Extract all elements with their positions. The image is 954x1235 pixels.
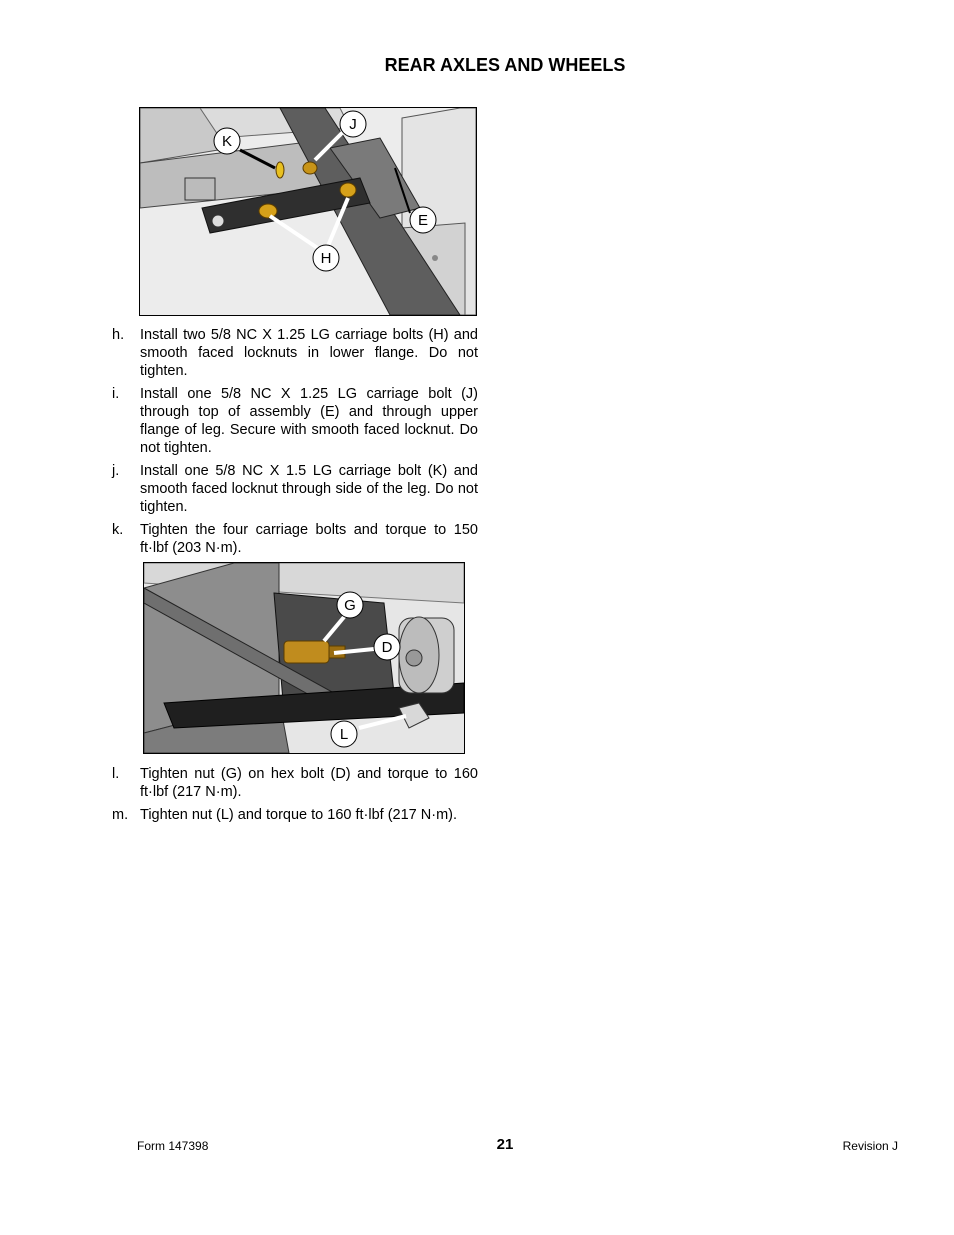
figure-1-illustration: [140, 108, 476, 315]
step-label: j.: [112, 463, 120, 479]
step-label: k.: [112, 522, 124, 538]
step-label: h.: [112, 327, 125, 343]
step-text: Install one 5/8 NC X 1.25 LG carriage bolt (J) through top of assembly (E) and through upper flange of leg. Secure with smooth faced locknut. Do not tighten.: [140, 386, 478, 456]
callout-j: J: [349, 116, 357, 133]
step-text: Tighten nut (L) and torque to 160 ft·lbf (217 N·m).: [140, 807, 458, 823]
step-label: l.: [112, 766, 120, 782]
step-k: [112, 521, 478, 557]
step-l: [112, 765, 478, 801]
revision-label: Revision J: [842, 1139, 898, 1153]
callout-h: H: [320, 250, 332, 267]
page-title: REAR AXLES AND WHEELS: [384, 55, 626, 75]
figure-1: [139, 107, 477, 316]
callout-g: G: [344, 597, 356, 614]
figure-2: [143, 562, 465, 754]
figure-2-illustration: [144, 563, 464, 753]
callout-e: E: [417, 212, 429, 229]
step-m: [112, 806, 478, 824]
steps-list-1: [112, 326, 478, 562]
callout-d: D: [381, 639, 393, 656]
callout-k: K: [221, 133, 233, 150]
steps-list-2: [112, 765, 478, 829]
step-text: Install two 5/8 NC X 1.25 LG carriage bolts (H) and smooth faced locknuts in lower flange. Do not tighten.: [140, 327, 478, 379]
callout-l: L: [339, 726, 349, 743]
step-j: [112, 462, 478, 516]
step-label: i.: [112, 386, 120, 402]
page-number: 21: [496, 1136, 514, 1153]
step-label: m.: [112, 807, 129, 823]
form-number: Form 147398: [137, 1139, 209, 1153]
step-i: [112, 385, 478, 457]
step-text: Tighten nut (G) on hex bolt (D) and torque to 160 ft·lbf (217 N·m).: [140, 766, 478, 800]
step-text: Tighten the four carriage bolts and torque to 150 ft·lbf (203 N·m).: [140, 522, 478, 556]
step-text: Install one 5/8 NC X 1.5 LG carriage bolt (K) and smooth faced locknut through side of the leg. Do not tighten.: [140, 463, 478, 515]
step-h: [112, 326, 478, 380]
